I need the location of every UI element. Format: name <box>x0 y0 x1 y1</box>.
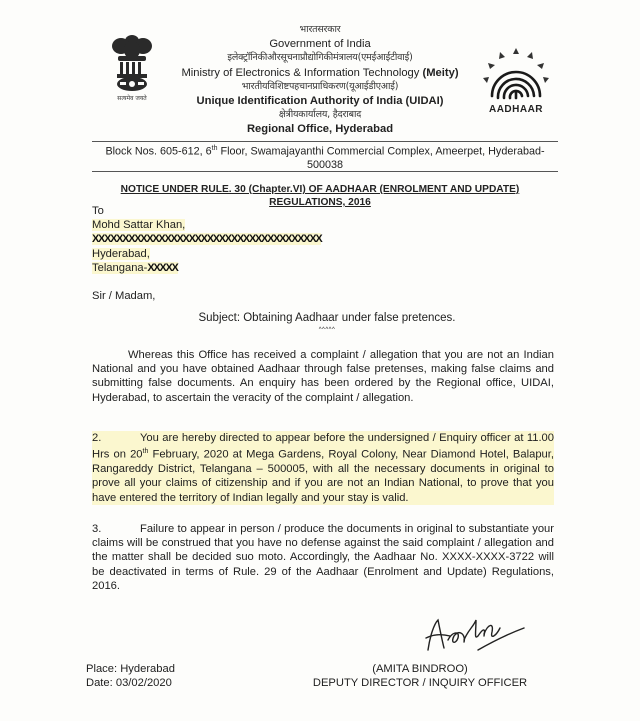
paragraph-2 <box>92 431 554 505</box>
office-line: Regional Office, Hyderabad <box>246 123 394 136</box>
officer-block <box>300 662 540 690</box>
redacted-pin: XXXXX <box>147 261 178 274</box>
subject-line: Subject: Obtaining Aadhaar under false pretences. <box>198 312 456 324</box>
signature-icon <box>420 606 530 656</box>
govt-line: Government of India <box>269 38 371 51</box>
letterhead <box>150 23 490 137</box>
hindi-govt-line: भारतसरकार <box>299 24 341 35</box>
authority-line: Unique Identification Authority of India (UIDAI) <box>196 95 444 108</box>
subject-underline-mark: ^^^^^ <box>318 327 336 333</box>
hindi-authority-line: भारतीयविशिष्टपहचानप्राधिकरण(यूआईडीएआई) <box>241 80 399 92</box>
svg-text:AADHAAR: AADHAAR <box>488 104 544 115</box>
svg-text:सत्यमेव जयते: सत्यमेव जयते <box>117 95 147 102</box>
recipient-name: Mohd Sattar Khan, <box>92 219 186 232</box>
paragraph-text: February, 2020 at Mega Gardens, Royal Colony, Near Diamond Hotel, Balapur, Rangareddy District, Telangana – 500005, with all the necessary documents in original to prove all your claims of citizenship and if you are not an Indian National, to prove that you have entered the territory of Indian legally and your stay is valid. <box>92 448 554 504</box>
redacted-address: XXXXXXXXXXXXXXXXXXXXXXXXXXXXXXXXXXXXXX <box>92 233 322 246</box>
paragraph-number: 3. <box>92 523 102 535</box>
notice-title-line: REGULATIONS, 2016 <box>269 197 371 208</box>
officer-title: DEPUTY DIRECTOR / INQUIRY OFFICER <box>312 677 528 689</box>
recipient-state: Telangana- <box>92 261 148 274</box>
ministry-name: Ministry of Electronics & Information Technology <box>181 66 423 79</box>
divider <box>92 171 558 172</box>
officer-name: (AMITA BINDROO) <box>372 663 468 675</box>
address-sup: th <box>211 145 218 152</box>
hindi-office-line: क्षेत्रीयकार्यालय, हैदराबाद <box>278 109 362 121</box>
place-label: Place: Hyderabad <box>86 663 175 675</box>
date-label: Date: 03/02/2020 <box>86 677 172 689</box>
address-text: Block Nos. 605-612, 6 <box>105 145 212 158</box>
paragraph-number: 2. <box>92 432 102 444</box>
ministry-line <box>150 66 490 80</box>
recipient-block <box>92 204 321 275</box>
paragraph-1 <box>92 348 554 405</box>
paragraph-sup: th <box>142 448 149 456</box>
address-pin: 500038 <box>306 158 344 171</box>
notice-title-line: NOTICE UNDER RULE. 30 (Chapter.VI) OF AADHAAR (ENROLMENT AND UPDATE) <box>120 184 520 195</box>
salutation: Sir / Madam, <box>92 290 156 302</box>
paragraph-3 <box>92 522 554 593</box>
to-label: To <box>92 205 104 217</box>
office-address <box>92 142 558 172</box>
hindi-ministry-line: इलेक्ट्रॉनिकीऔरसूचनाप्रौद्योगिकीमंत्रालय(एमईआईटीवाई) <box>227 52 413 64</box>
ministry-abbr: (Meity) <box>422 66 459 79</box>
paragraph-text: Whereas this Office has received a complaint / allegation that you are not an Indian National and you have obtained Aadhaar through false pretenses, making false claims and submitting false documents. An enquiry has been ordered by the Regional office, UIDAI, Hyderabad, to ascertain the veracity of the complaint / allegation. <box>92 349 554 404</box>
address-text: Floor, Swamajayanthi Commercial Complex, Ameerpet, Hyderabad- <box>217 145 545 158</box>
paragraph-text: You are hereby directed to appear before the undersigned / Enquiry officer at 11.00 Hrs on 20 <box>92 432 554 461</box>
recipient-city: Hyderabad, <box>92 247 150 260</box>
place-date-block <box>86 662 175 690</box>
paragraph-text: Failure to appear in person / produce the documents in original to substantiate your claims will be construed that you have no defense against the said complaint / allegation and the matter shall be decided suo moto. Accordingly, the Aadhaar No. XXXX-XXXX-3722 will be deactivated in terms of Rule. 29 of the Aadhaar (Enrolment and Update) Regulations, 2016. <box>92 523 554 592</box>
